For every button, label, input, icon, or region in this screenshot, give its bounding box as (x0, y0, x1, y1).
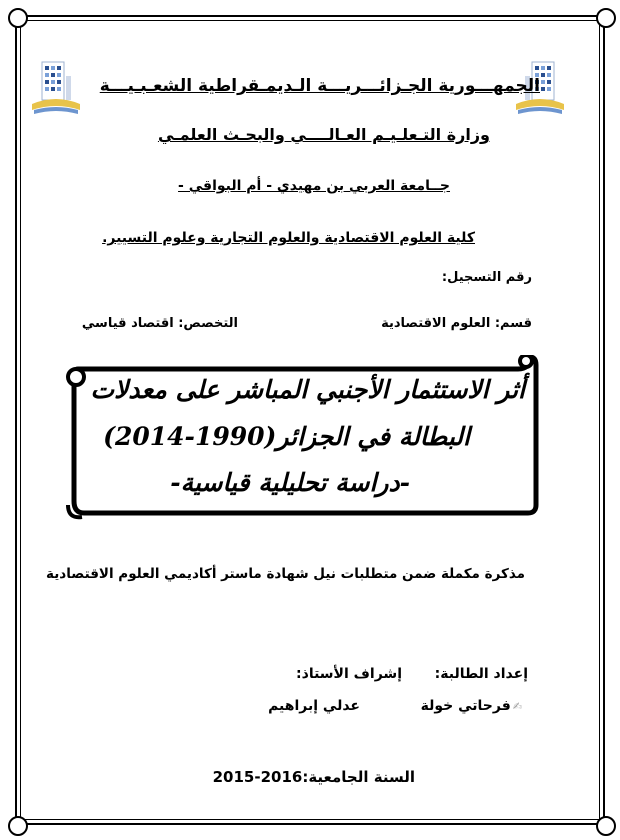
registration-number-label: رقم التسجيل: (441, 270, 532, 285)
memo-description: مذكرة مكملة ضمن متطلبات نيل شهادة ماستر أكاديمي العلوم الاقتصادية (46, 566, 525, 582)
pen-icon: ✍ (512, 700, 522, 713)
student-label: إعداد الطالبة: (434, 666, 528, 682)
border-corner-ornament (596, 8, 616, 28)
university-heading: جــامعة العربي بن مهيدي - أم البواقي - (178, 178, 450, 194)
academic-year: السنة الجامعية:2016-2015 (212, 768, 415, 786)
department-label: قسم: العلوم الاقتصادية (381, 316, 532, 331)
border-corner-ornament (8, 816, 28, 836)
supervisor-name: عدلي إبراهيم (268, 698, 360, 714)
border-corner-ornament (596, 816, 616, 836)
border-corner-ornament (8, 8, 28, 28)
student-name-text: فرحاتي خولة (420, 698, 511, 714)
thesis-title-line1: أثر الاستثمار الأجنبي المباشر على معدلات (90, 375, 525, 404)
specialty-label: التخصص: اقتصاد قياسي (81, 316, 238, 331)
thesis-title-line2: البطالة في الجزائر(1990-2014) (103, 422, 470, 451)
ministry-heading: وزارة التـعلـيـم العـالــــي والبحـث العلمـي (157, 125, 490, 144)
republic-heading: الجمهـــورية الجـزائـــريـــة الـديمـقراطية الشعـبـيـــة (99, 76, 540, 96)
university-logo-icon (30, 60, 82, 120)
thesis-title-line3: -دراسة تحليلية قياسية- (170, 468, 410, 497)
student-name (421, 698, 522, 714)
faculty-heading: كلية العلوم الاقتصادية والعلوم التجارية وعلوم التسيير. (102, 230, 475, 246)
supervisor-label: إشراف الأستاذ: (296, 666, 402, 682)
